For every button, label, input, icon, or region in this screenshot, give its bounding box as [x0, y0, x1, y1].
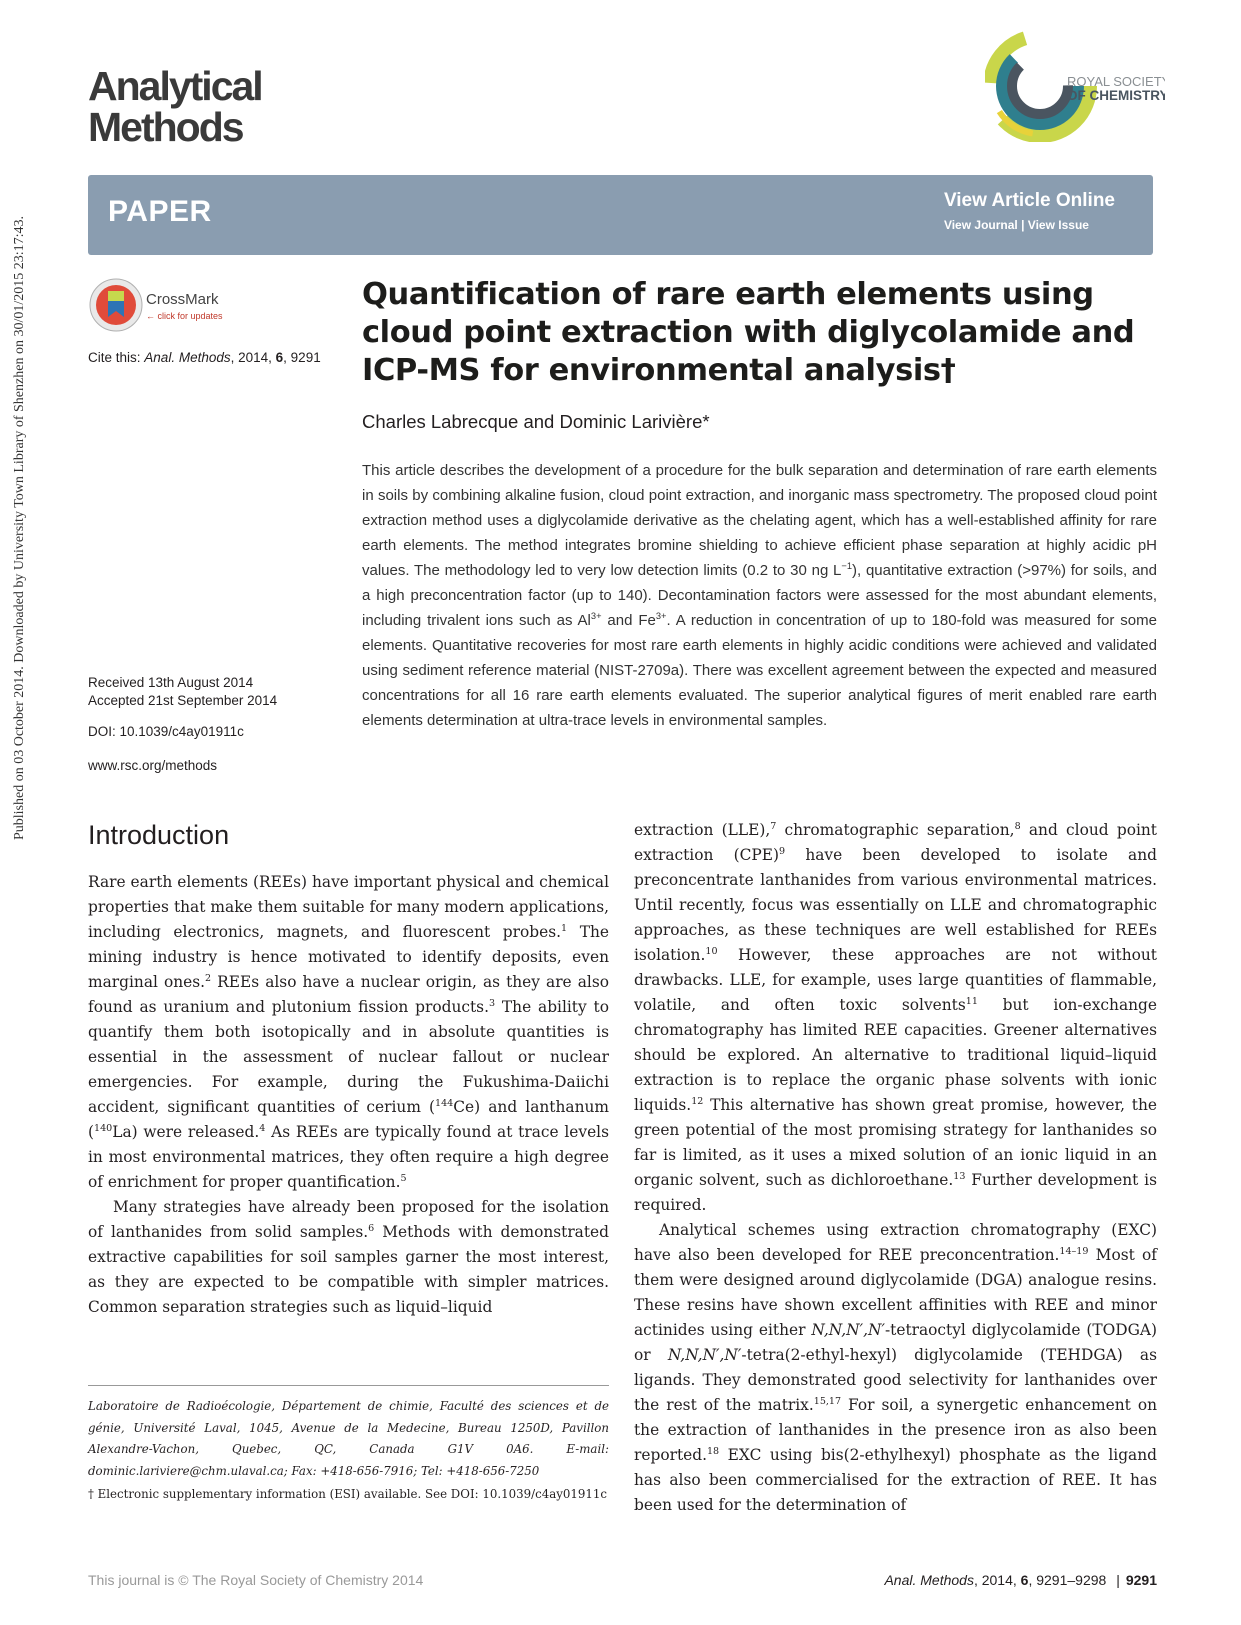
crossmark-icon [88, 277, 144, 333]
footer-year: , 2014, [973, 1572, 1021, 1588]
body-column-left [88, 870, 609, 1320]
text: Rare earth elements (REEs) have important physical and chemical properties that make them suitable for many modern applications, including electronics, magnets, and fluorescent probes. [88, 873, 609, 941]
italic-text: N,N,N′,N′ [667, 1346, 742, 1364]
rsc-logo[interactable] [985, 30, 1165, 142]
citation-ref[interactable]: 14–19 [1059, 1245, 1089, 1257]
crossmark-sublabel [146, 311, 223, 321]
view-links-row [944, 218, 1115, 232]
citation-ref[interactable]: 9 [779, 845, 786, 857]
text: Further development is required. [634, 1171, 1157, 1214]
abstract-text: and Fe [601, 612, 656, 629]
footer-pages: , 9291–9298 [1028, 1572, 1107, 1588]
journal-name-line2: Methods [88, 104, 243, 150]
citation-ref[interactable]: 5 [400, 1172, 407, 1184]
text: La) were released. [112, 1123, 260, 1141]
download-watermark: Published on 03 October 2014. Downloaded by University Town Library of Shenzhen on 30/01/2015 23:17:43. [12, 215, 27, 841]
rsc-logo-icon [985, 30, 1165, 142]
text: but ion-exchange chromatography has limited REE capacities. Greener alternatives should be explored. An alternative to traditional liquid–liquid extraction is to replace the organic phase solvents with ionic liquids. [634, 996, 1158, 1114]
text: As REEs are typically found at trace levels in most environmental matrices, they often require a high degree of enrichment for proper quantification. [88, 1123, 609, 1191]
citation-ref[interactable]: 4 [259, 1122, 266, 1134]
text: Most of them were designed around diglycolamide (DGA) analogue resins. These resins have shown excellent affinities with REE and minor actinides using either [634, 1246, 1157, 1339]
citation-ref[interactable]: 18 [706, 1445, 720, 1457]
citation-ref[interactable]: 12 [691, 1095, 704, 1107]
citation-ref[interactable]: 11 [965, 995, 978, 1007]
authors: Charles Labrecque and Dominic Larivière* [362, 411, 710, 432]
paragraph [88, 1195, 609, 1320]
paragraph [634, 1218, 1157, 1518]
text: REEs also have a nuclear origin, as they are also found as uranium and plutonium fission products. [88, 973, 609, 1016]
crossmark-sublabel-text: click for updates [157, 311, 223, 321]
footer-journal: Anal. Methods [884, 1572, 974, 1588]
affiliation-footnote: Laboratoire de Radioécologie, Département de chimie, Faculté des sciences et de génie, Université Laval, 1045, Avenue de la Medecine, Bureau 1250D, Pavillon Alexandre-Vachon, Quebec, QC, Canada G1V 0A6. E-mail: dominic.lariviere@chm.ulaval.ca; Fax: +418-656-7916; Tel: +418-656-7250 [88, 1399, 609, 1478]
banner-links [944, 190, 1115, 232]
view-article-online-link[interactable]: View Article Online [943, 190, 1115, 211]
rsc-logo-text-line2: OF CHEMISTRY [1067, 88, 1165, 103]
rsc-logo-text-line1: ROYAL SOCIETY [1067, 74, 1165, 89]
text: -tetraoctyl diglycolamide (TODGA) or [634, 1321, 1157, 1364]
doi[interactable]: DOI: 10.1039/c4ay01911c [88, 724, 244, 739]
esi-footnote[interactable]: † Electronic supplementary information (ESI) available. See DOI: 10.1039/c4ay01911c [88, 1487, 608, 1501]
cite-page: , 9291 [283, 350, 321, 365]
text: Analytical schemes using extraction chromatography (EXC) have also been developed for REE preconcentration. [634, 1221, 1157, 1264]
text: For soil, a synergetic enhancement on the extraction of lanthanides in the presence iron as also been reported. [634, 1396, 1157, 1464]
text: This alternative has shown great promise, however, the green potential of the most promising strategy for lanthanides so far is limited, as it uses a mixed solution of an ionic liquid in an organic solvent, such as dichloroethane. [634, 1096, 1157, 1189]
text: have been developed to isolate and preconcentrate lanthanides from various environmental matrices. Until recently, focus was essentially on LLE and chromatographic approaches, as these techniques are well established for REEs isolation. [634, 846, 1158, 964]
received-date: Received 13th August 2014 [88, 675, 254, 690]
cite-label: Cite this: [88, 350, 141, 365]
abstract [362, 458, 1157, 733]
citation [88, 350, 321, 365]
cite-volume: 6 [275, 350, 284, 365]
citation-ref[interactable]: 7 [770, 820, 777, 832]
footnote-divider [88, 1385, 609, 1386]
citation-ref[interactable]: 8 [1014, 820, 1021, 832]
footer-citation [884, 1572, 1157, 1588]
view-issue-link[interactable]: View Issue [1027, 218, 1089, 232]
abstract-text: . A reduction in concentration of up to 180-fold was measured for some elements. Quantitative recoveries for most rare earth elements in highly acidic conditions were achieved and validated using sediment reference material (NIST-2709a). There was excellent agreement between the expected and measured concentrations for all 16 rare earth elements evaluated. The superior analytical figures of merit enabled rare earth elements determination at ultra-trace levels in environmental samples. [362, 612, 1157, 729]
citation-ref[interactable]: 1 [561, 922, 568, 934]
article-banner [88, 175, 1153, 255]
text: The ability to quantify them both isotopically and in absolute quantities is essential in the assessment of nuclear fallout or nuclear emergencies. For example, during the Fukushima-Daiichi accident, significant quantities of cerium ( [88, 998, 609, 1116]
citation-ref[interactable]: 13 [953, 1170, 966, 1182]
journal-name-line1: Analytical [88, 63, 262, 109]
cite-year: , 2014, [230, 350, 276, 365]
footer-copyright: This journal is © The Royal Society of Chemistry 2014 [88, 1572, 424, 1588]
abstract-sup: −1 [841, 561, 853, 571]
journal-website-link[interactable]: www.rsc.org/methods [88, 758, 218, 773]
text: chromatographic separation, [776, 821, 1015, 839]
article-title: Quantification of rare earth elements using cloud point extraction with diglycolamide and ICP-MS for environmental analysis† [362, 277, 1135, 388]
citation-ref[interactable]: 10 [705, 945, 718, 957]
paragraph [88, 870, 609, 1195]
citation-ref[interactable]: 2 [205, 972, 212, 984]
text: Many strategies have already been proposed for the isolation of lanthanides from solid samples. [88, 1198, 609, 1241]
text: Ce) and lanthanum ( [88, 1098, 609, 1141]
text: The mining industry is hence motivated to identify deposits, even marginal ones. [88, 923, 609, 991]
text: -tetra(2-ethyl-hexyl) diglycolamide (TEHDGA) as ligands. They demonstrated good selectivity for lanthanides over the rest of the matrix. [634, 1346, 1158, 1414]
section-heading-introduction: Introduction [88, 820, 230, 850]
view-journal-link[interactable]: View Journal [943, 218, 1018, 232]
cite-journal: Anal. Methods [144, 350, 231, 365]
journal-name[interactable] [88, 63, 262, 150]
footer-volume: 6 [1020, 1572, 1029, 1588]
abstract-text: This article describes the development of a procedure for the bulk separation and determination of rare earth elements in soils by combining alkaline fusion, cloud point extraction, and inorganic mass spectrometry. The proposed cloud point extraction method uses a diglycolamide derivative as the chelating agent, which has a well-established affinity for rare earth elements. The method integrates bromine shielding to achieve efficient phase separation at highly acidic pH values. The methodology led to very low detection limits (0.2 to 30 ng L [362, 462, 1157, 579]
page-number: 9291 [1125, 1572, 1157, 1588]
citation-ref[interactable]: 3 [488, 997, 496, 1009]
abstract-sup: 3+ [590, 611, 602, 621]
citation-ref[interactable]: 15,17 [813, 1395, 842, 1407]
abstract-text: ), quantitative extraction (>97%) for soils, and a high preconcentration factor (up to 140). Decontamination factors were assessed for the most abundant elements, including trivalent ions such as Al [362, 562, 1157, 629]
text: extraction (LLE), [634, 821, 771, 839]
isotope-mass: 140 [94, 1122, 113, 1134]
footnotes [88, 1396, 609, 1508]
body-column-right [634, 818, 1157, 1518]
crossmark-badge[interactable] [88, 277, 238, 332]
text: and cloud point extraction (CPE) [634, 821, 1157, 864]
dates [88, 674, 277, 710]
accepted-date: Accepted 21st September 2014 [88, 693, 278, 708]
link-separator: | [1021, 218, 1025, 232]
text: However, these approaches are not without drawbacks. LLE, for example, uses large quantities of flammable, volatile, and often toxic solvents [634, 946, 1157, 1014]
footer-separator: | [1116, 1572, 1120, 1588]
abstract-sup: 3+ [655, 611, 667, 621]
article-type: PAPER [108, 195, 212, 228]
italic-text: N,N,N′,N′ [811, 1321, 885, 1339]
text: Methods with demonstrated extractive capabilities for soil samples garner the most interest, as they are expected to be compatible with simpler matrices. Common separation strategies such as liquid–liquid [88, 1223, 610, 1316]
text: EXC using bis(2-ethylhexyl) phosphate as the ligand has also been commercialised for the extraction of REE. It has been used for the determination of [634, 1446, 1157, 1514]
citation-ref[interactable]: 6 [368, 1222, 375, 1234]
crossmark-label: CrossMark [146, 291, 219, 308]
isotope-mass: 144 [435, 1097, 454, 1109]
arrow-left-icon: ← [146, 311, 155, 321]
paragraph [634, 818, 1157, 1218]
